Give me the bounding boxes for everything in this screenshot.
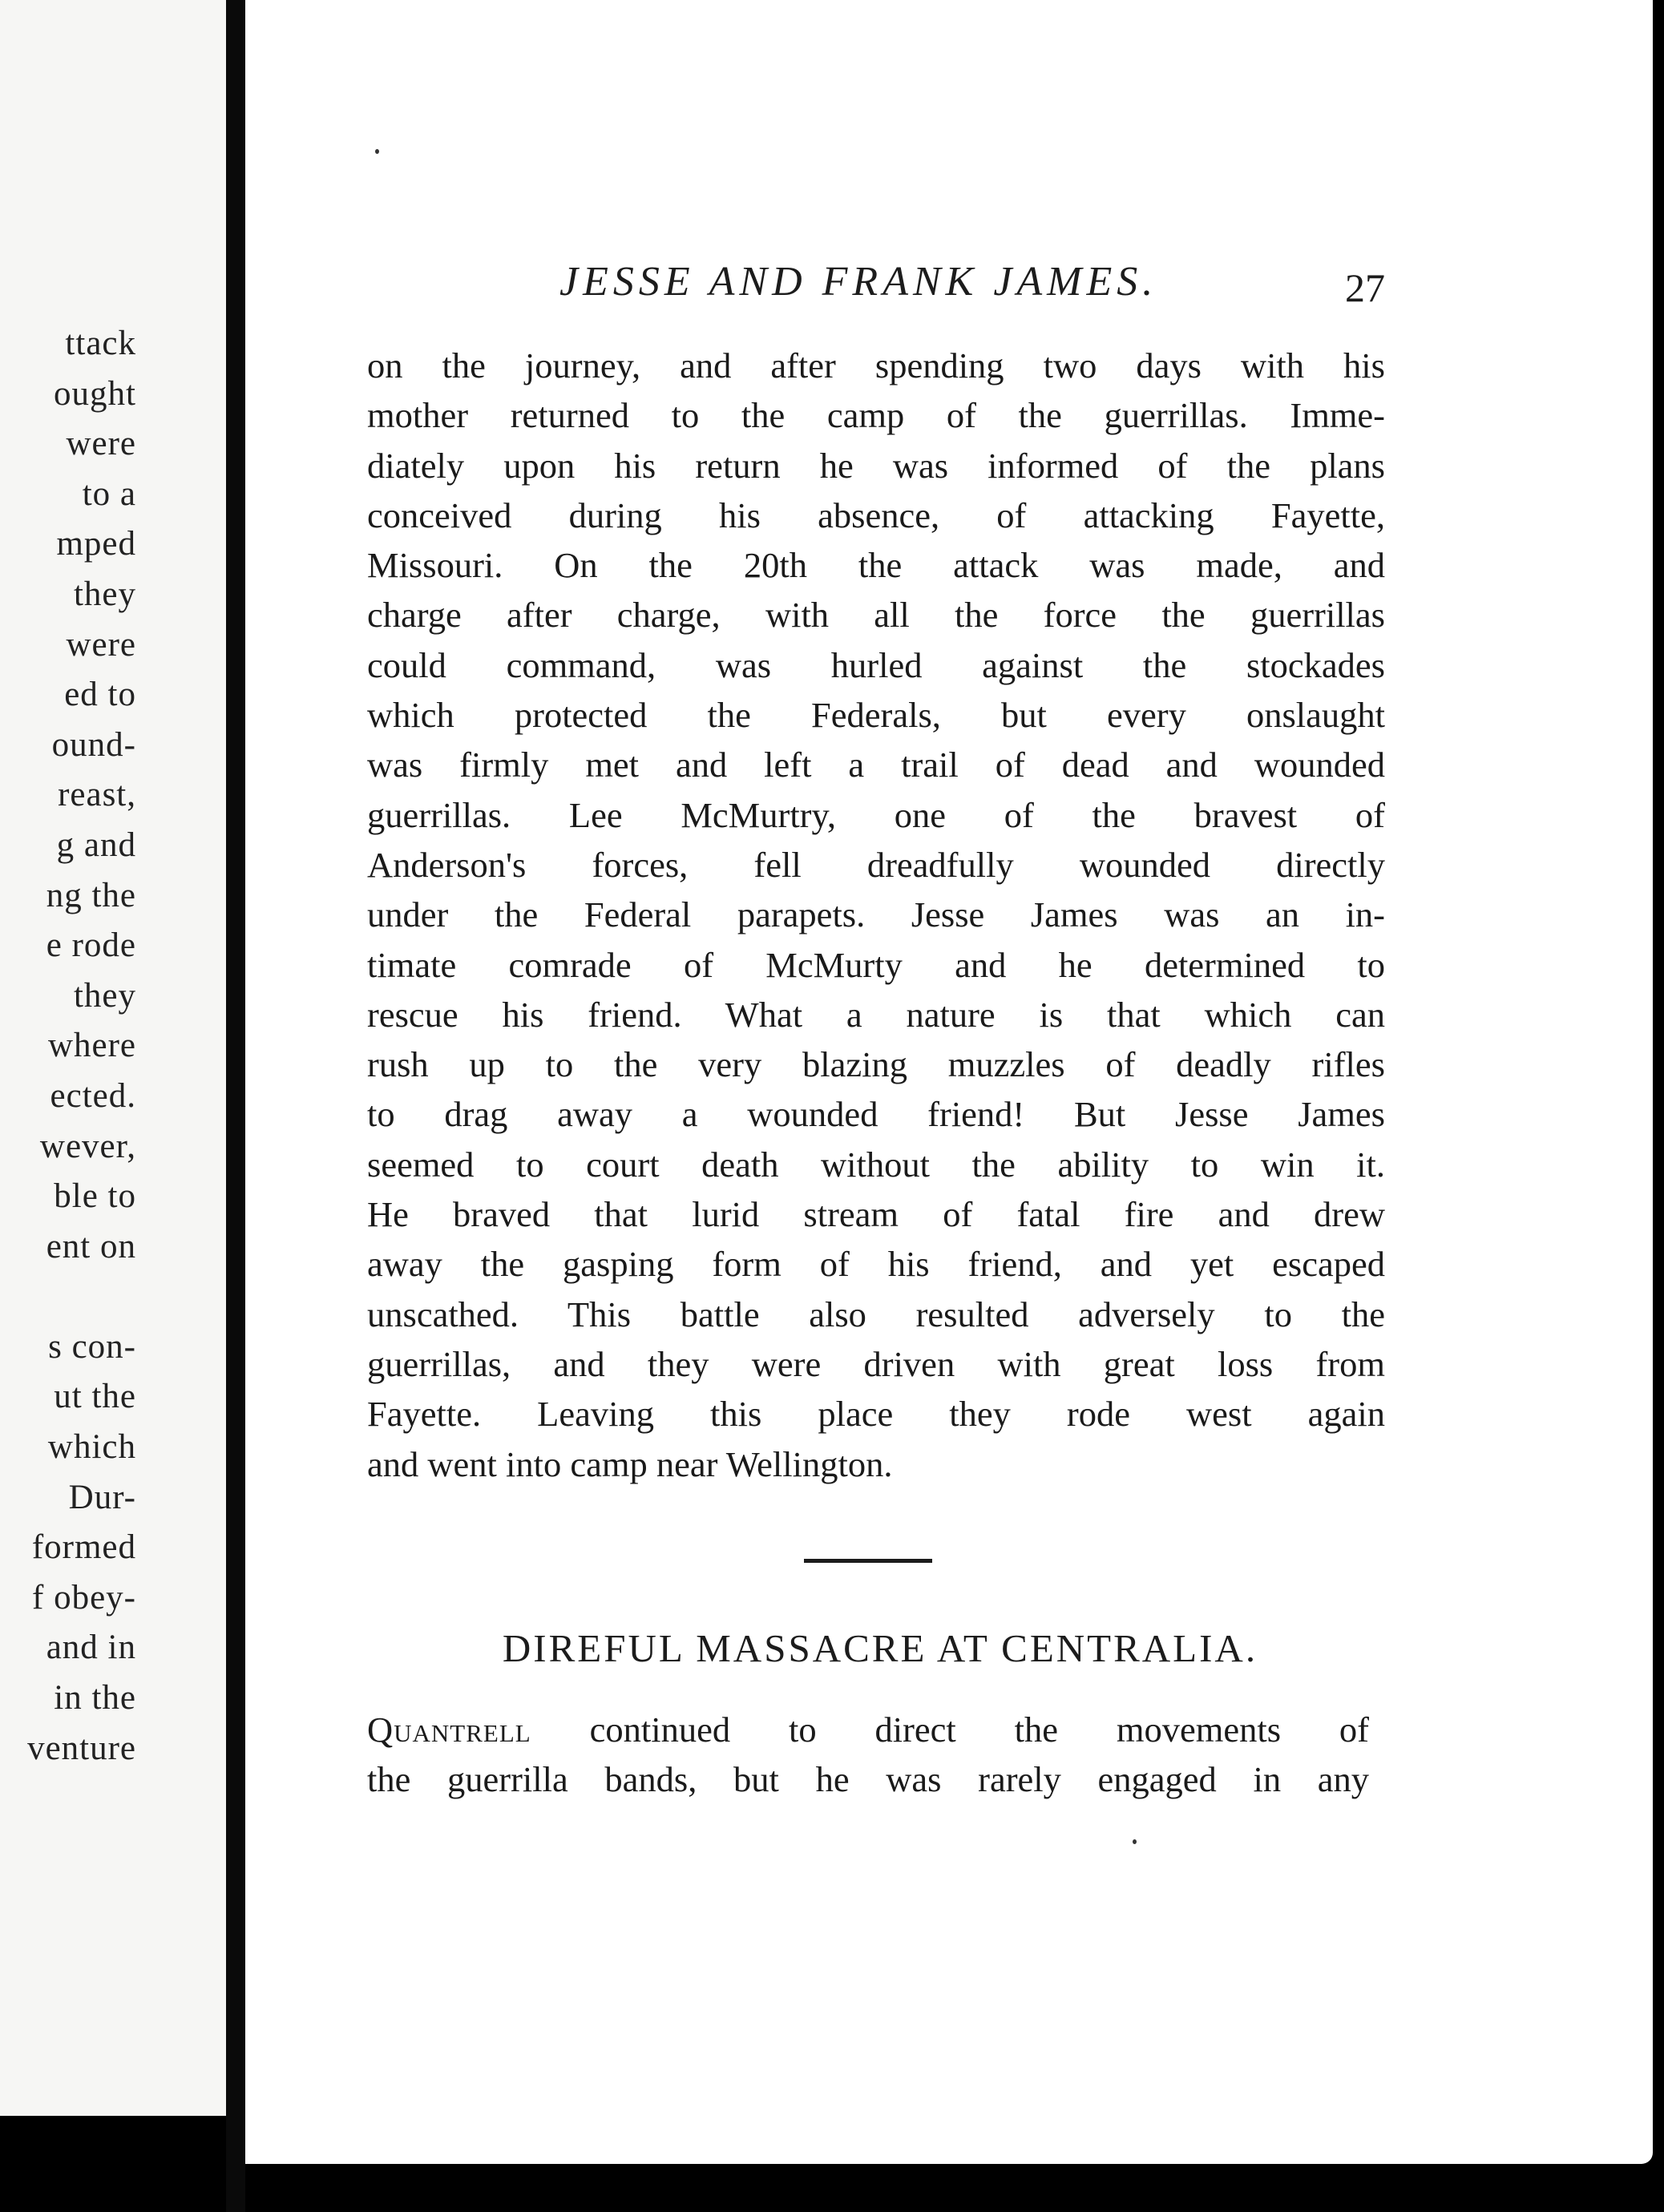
left-line: ng the [46, 876, 136, 914]
left-line: venture [27, 1729, 136, 1767]
section-line-rest: continued to direct the movements of [531, 1709, 1369, 1750]
page-number: 27 [1345, 265, 1385, 310]
left-line: they [73, 575, 136, 613]
left-line: which [47, 1428, 136, 1467]
section-first-word: Quantrell [367, 1709, 531, 1750]
left-line: ected. [50, 1076, 136, 1115]
left-line: where [47, 1027, 136, 1065]
print-speck [1133, 1839, 1137, 1844]
left-line: were [66, 625, 136, 664]
left-line: Dur- [68, 1478, 136, 1516]
left-line: reast, [58, 776, 136, 814]
body-line: timate comrade of McMurty and he determined to [367, 944, 1385, 985]
body-line: and went into camp near Wellington. [367, 1443, 893, 1484]
book-gutter [226, 0, 245, 2212]
body-paragraph [367, 341, 1385, 1489]
left-line: ble to [54, 1177, 136, 1216]
section-line: the guerrilla bands, but he was rarely engaged in any [367, 1759, 1369, 1800]
left-line: ed to [64, 676, 136, 714]
body-line: was firmly met and left a trail of dead and wounded [367, 745, 1385, 785]
left-line [27, 1272, 136, 1322]
left-line: f obey- [32, 1578, 136, 1617]
left-line: they [73, 976, 136, 1015]
body-line: could command, was hurled against the stockades [367, 644, 1385, 685]
left-line: and in [46, 1629, 136, 1667]
left-line: s con- [48, 1327, 136, 1366]
print-speck [375, 149, 379, 154]
body-line: Missouri. On the 20th the attack was made, and [367, 545, 1385, 586]
running-title: JESSE AND FRANK JAMES. [559, 259, 1158, 305]
left-line: e rode [46, 926, 136, 965]
body-line: Fayette. Leaving this place they rode west again [367, 1394, 1385, 1435]
body-line: rescue his friend. What a nature is that which can [367, 994, 1385, 1035]
left-line: ound- [51, 725, 136, 764]
body-line: on the journey, and after spending two days with his [367, 345, 1385, 385]
body-line: conceived during his absence, of attacking Fayette, [367, 494, 1385, 535]
running-head [367, 258, 1385, 314]
body-line: guerrillas, and they were driven with great loss from [367, 1343, 1385, 1384]
left-page-text [27, 319, 136, 1774]
body-line: under the Federal parapets. Jesse James was an in- [367, 894, 1385, 935]
section-divider [804, 1559, 932, 1563]
left-line: ut the [54, 1378, 136, 1416]
section-line [367, 1705, 1369, 1754]
left-line: mped [56, 525, 136, 563]
body-line: guerrillas. Lee McMurtry, one of the bravest of [367, 794, 1385, 835]
left-line: ent on [46, 1227, 136, 1265]
left-line: were [66, 425, 136, 463]
body-line: diately upon his return he was informed of the plans [367, 445, 1385, 486]
section-heading: DIREFUL MASSACRE AT CENTRALIA. [502, 1626, 1258, 1670]
body-line: unscathed. This battle also resulted adversely to the [367, 1294, 1385, 1334]
body-line: away the gasping form of his friend, and yet escaped [367, 1244, 1385, 1285]
left-line: formed [31, 1528, 136, 1567]
body-line: which protected the Federals, but every onslaught [367, 695, 1385, 736]
right-page [245, 0, 1653, 2164]
body-line: seemed to court death without the ability to win it. [367, 1144, 1385, 1185]
section-paragraph [367, 1705, 1369, 1805]
body-line: rush up to the very blazing muzzles of deadly rifles [367, 1044, 1385, 1085]
body-line: charge after charge, with all the force the guerrillas [367, 595, 1385, 636]
body-line: to drag away a wounded friend! But Jesse James [367, 1094, 1385, 1135]
body-line: Anderson's forces, fell dreadfully wounded directly [367, 844, 1385, 885]
left-line: to a [82, 474, 136, 513]
left-line: wever, [39, 1127, 136, 1165]
left-page-fragment [0, 0, 226, 2116]
body-line: mother returned to the camp of the guerrillas. Imme- [367, 395, 1385, 436]
body-line: He braved that lurid stream of fatal fire and drew [367, 1194, 1385, 1235]
left-line: g and [56, 825, 136, 864]
left-line: ought [54, 374, 136, 413]
left-line: in the [54, 1679, 136, 1718]
left-line: ttack [65, 325, 136, 362]
